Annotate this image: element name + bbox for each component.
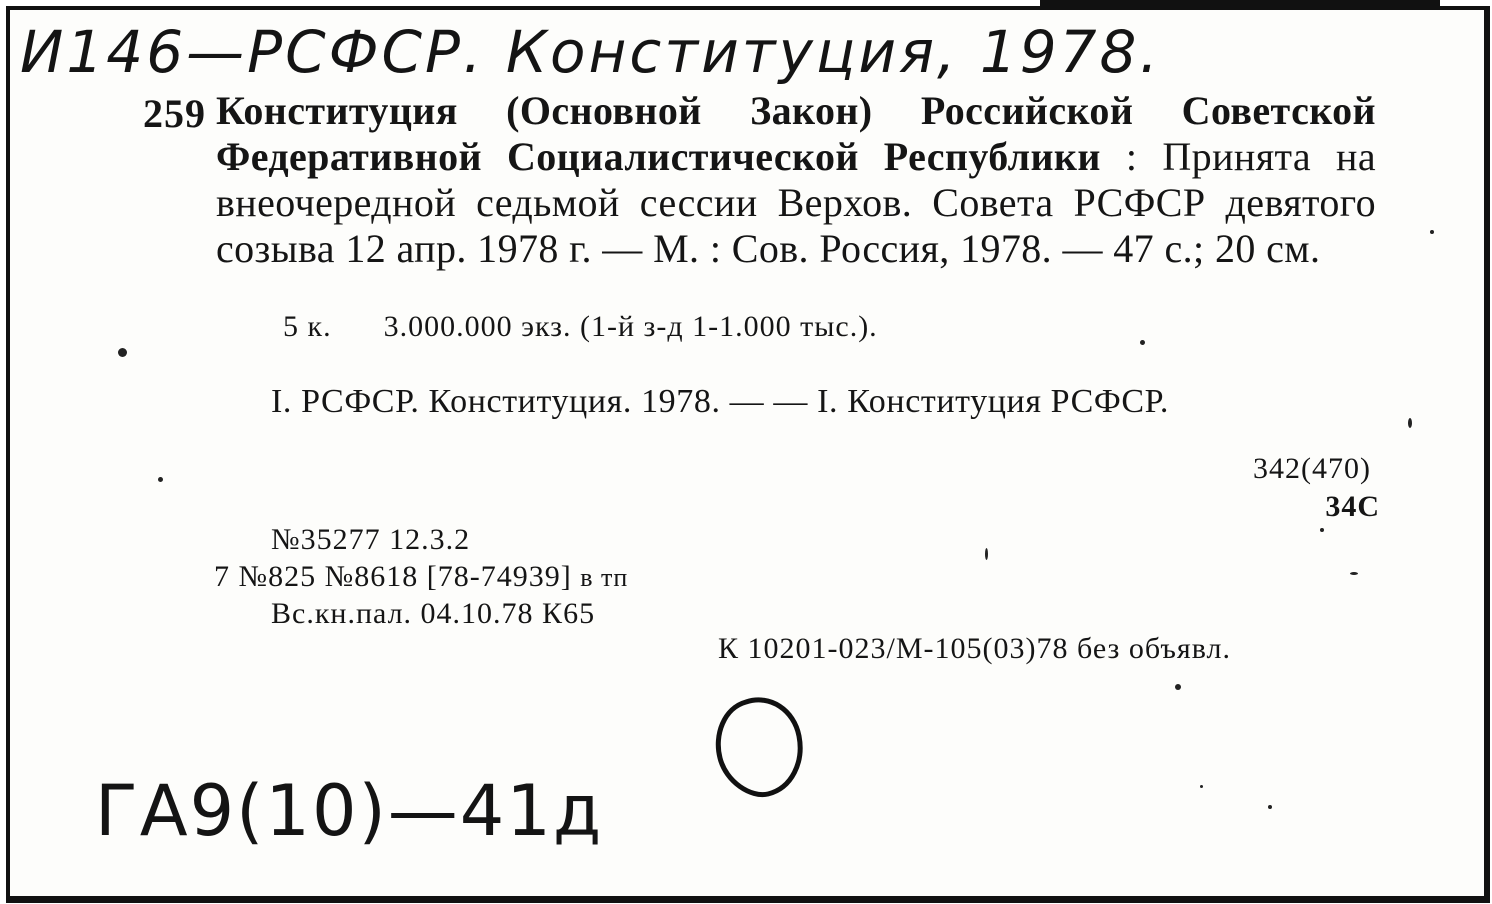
handwritten-shelfmark: ГА9(10)—41д [95,770,604,852]
ink-speck [1408,418,1412,428]
ink-speck [1320,528,1324,532]
ink-speck [1140,340,1145,345]
print-run: 3.000.000 экз. (1-й з-д 1-1.000 тыс.). [383,310,878,343]
bibliographic-description [216,88,1376,272]
registration-line-3: Вс.кн.пал. 04.10.78 К65 [271,597,596,630]
registration-line-2 [214,560,914,594]
ink-speck [158,477,163,482]
price: 5 к. [283,310,332,343]
hand-drawn-circle [706,690,816,805]
publication-details: : Принята на внеочередной седьмой сессии Верхов. Совета РСФСР девятого созыва 12 апр. 1978 г. — М. : Сов. Россия, 1978. — 47 с.; 20 см. [216,134,1376,271]
book-title: Конституция (Основной Закон) Российской Советской Федеративной Социалистической Республики [216,88,1376,179]
publisher-code-line: К 10201-023/М-105(03)78 без объявл. [718,632,1231,665]
bbk-index: 34С [1325,490,1380,523]
ink-speck [1175,684,1181,690]
ink-speck [1200,785,1203,788]
registration-line-1: №35277 12.3.2 [271,523,471,556]
handwritten-heading: И146—РСФСР. Конституция, 1978. [20,18,1161,86]
ink-speck [1350,572,1358,575]
tracings: I. РСФСР. Конституция. 1978. — — I. Конституция РСФСР. [271,383,1169,420]
udc-index: 342(470) [1253,452,1371,485]
price-and-print-run [283,310,1183,344]
ink-speck [118,348,127,357]
ink-speck [985,548,988,560]
ink-speck [1268,805,1272,809]
entry-number: 259 [143,91,206,136]
registration-numbers: 7 №825 №8618 [78-74939] [214,560,572,593]
registration-note: в тп [580,563,629,592]
ink-speck [1430,230,1434,234]
